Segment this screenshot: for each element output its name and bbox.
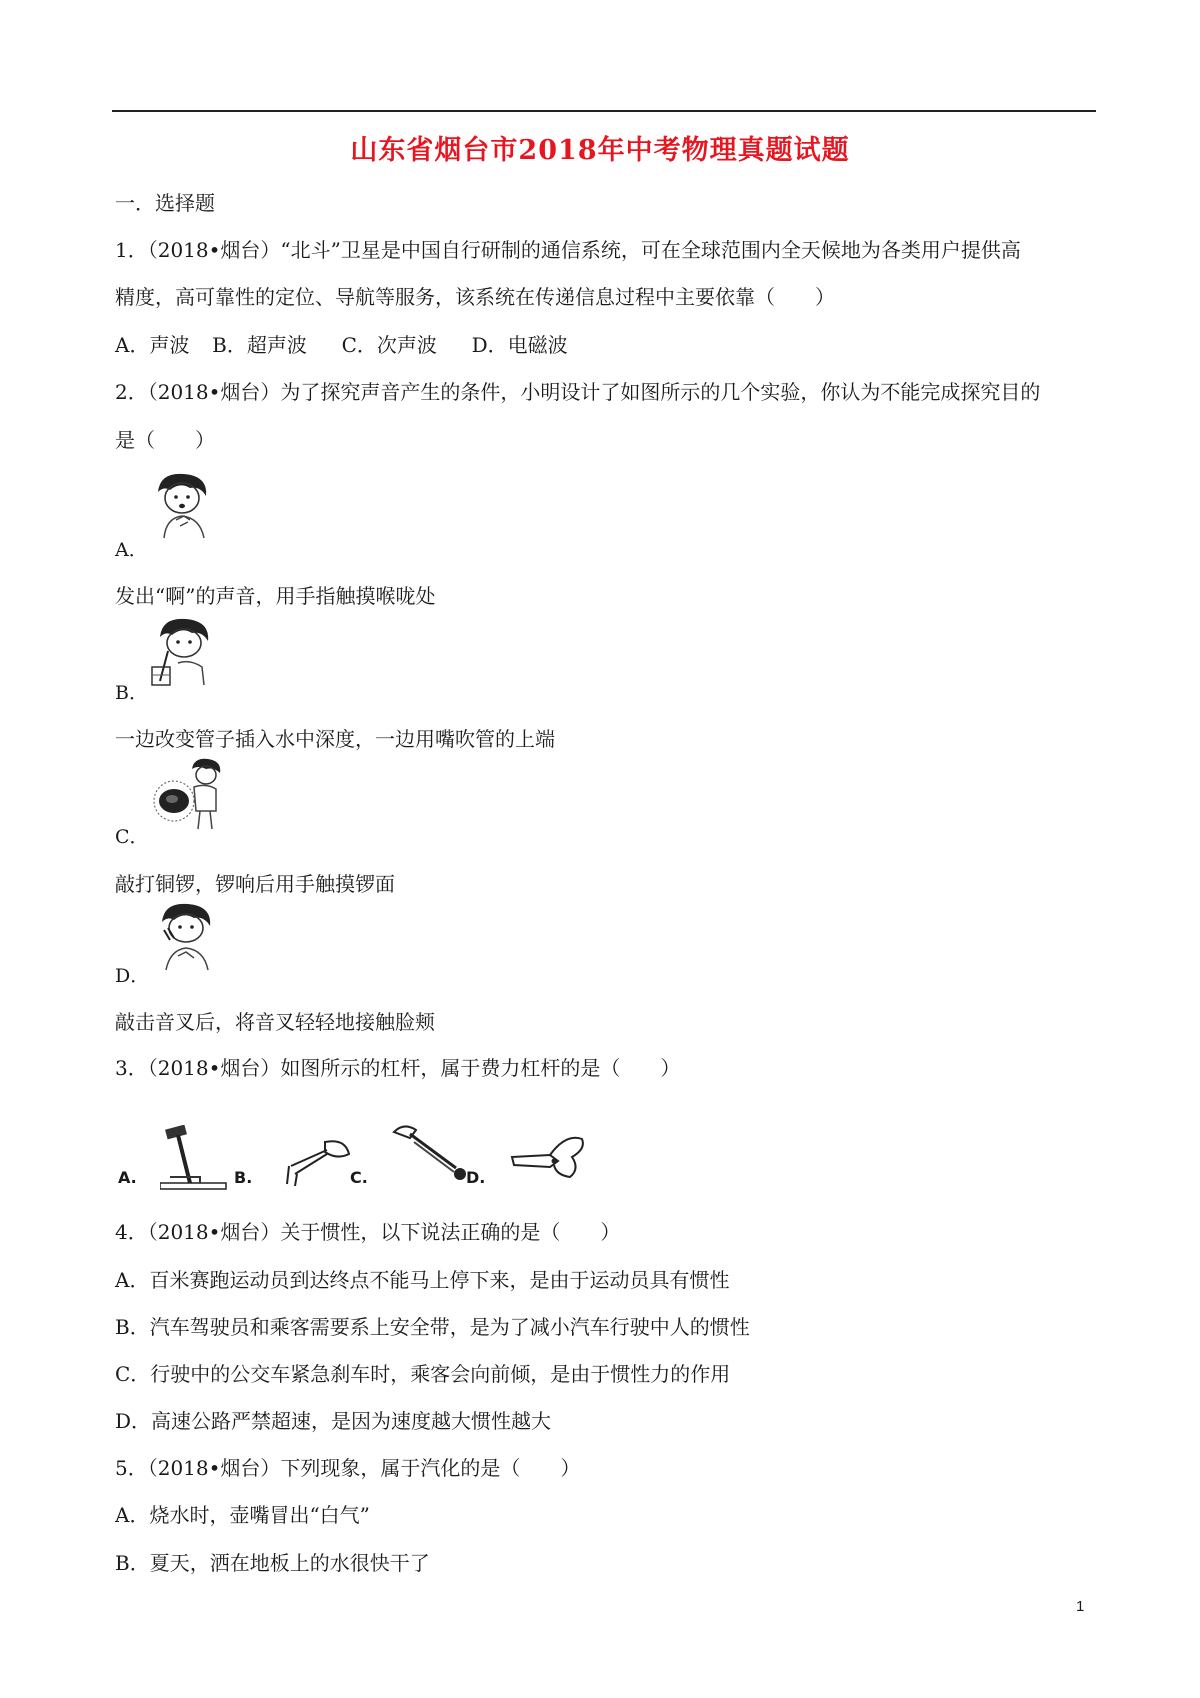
q4-option-a: A．百米赛跑运动员到达终点不能马上停下来，是由于运动员具有惯性 bbox=[115, 1268, 730, 1292]
q2-option-d-image bbox=[150, 900, 222, 972]
q1-option-c: C．次声波 bbox=[341, 333, 437, 357]
q5-option-a: A．烧水时，壶嘴冒出“白气” bbox=[115, 1503, 370, 1527]
q3-image-a-hammer bbox=[160, 1125, 232, 1191]
q2-option-c-image bbox=[150, 755, 230, 831]
q4-stem: 4．（2018•烟台）关于惯性，以下说法正确的是（ ） bbox=[115, 1220, 621, 1244]
q2-option-c-desc: 敲打铜锣，锣响后用手触摸锣面 bbox=[115, 872, 395, 896]
page-number: 1 bbox=[1076, 1598, 1085, 1615]
q2-option-c-label: C． bbox=[115, 826, 149, 848]
q3-label-d: D. bbox=[466, 1168, 486, 1187]
q3-image-c-tweezers bbox=[390, 1120, 470, 1190]
q4-option-b: B．汽车驾驶员和乘客需要系上安全带，是为了减小汽车行驶中人的惯性 bbox=[115, 1315, 750, 1339]
q5-stem: 5．（2018•烟台）下列现象，属于汽化的是（ ） bbox=[115, 1456, 581, 1480]
header-rule bbox=[112, 110, 1096, 112]
q2-option-a-image bbox=[150, 470, 216, 540]
q1-option-d: D．电磁波 bbox=[471, 333, 568, 357]
q2-stem-line2: 是（ ） bbox=[115, 428, 215, 452]
q3-label-c: C. bbox=[350, 1168, 368, 1187]
q1-stem-line2: 精度，高可靠性的定位、导航等服务，该系统在传递信息过程中主要依靠（ ） bbox=[115, 285, 835, 309]
q1-options bbox=[115, 335, 568, 355]
q3-stem: 3．（2018•烟台）如图所示的杠杆，属于费力杠杆的是（ ） bbox=[115, 1056, 681, 1080]
q2-option-a-label: A． bbox=[115, 539, 148, 561]
section-heading: 一．选择题 bbox=[115, 191, 215, 215]
q1-option-b: B．超声波 bbox=[212, 333, 307, 357]
q2-stem-line1: 2．（2018•烟台）为了探究声音产生的条件，小明设计了如图所示的几个实验，你认为不能完成探究目的 bbox=[115, 380, 1041, 404]
q2-option-a-desc: 发出“啊”的声音，用手指触摸喉咙处 bbox=[115, 584, 436, 608]
q3-image-b-tongs bbox=[285, 1130, 355, 1188]
q1-option-a: A．声波 bbox=[115, 333, 190, 357]
q3-label-b: B. bbox=[234, 1168, 253, 1187]
q1-stem-line1: 1．（2018•烟台）“北斗”卫星是中国自行研制的通信系统，可在全球范围内全天候地为各类用户提供高 bbox=[115, 238, 1021, 262]
q4-option-d: D．高速公路严禁超速，是因为速度越大惯性越大 bbox=[115, 1409, 552, 1433]
q3-image-d-scissors bbox=[510, 1125, 590, 1185]
q3-label-a: A. bbox=[118, 1168, 137, 1187]
q2-option-b-desc: 一边改变管子插入水中深度，一边用嘴吹管的上端 bbox=[115, 727, 555, 751]
q4-option-c: C．行驶中的公交车紧急刹车时，乘客会向前倾，是由于惯性力的作用 bbox=[115, 1362, 731, 1386]
q2-option-b-label: B． bbox=[115, 682, 148, 704]
q2-option-b-image bbox=[148, 615, 218, 687]
q2-option-d-desc: 敲击音叉后，将音叉轻轻地接触脸颊 bbox=[115, 1010, 435, 1034]
q2-option-d-label: D． bbox=[115, 965, 150, 987]
q5-option-b: B．夏天，洒在地板上的水很快干了 bbox=[115, 1551, 430, 1575]
page-title: 山东省烟台市2018年中考物理真题试题 bbox=[350, 135, 850, 166]
